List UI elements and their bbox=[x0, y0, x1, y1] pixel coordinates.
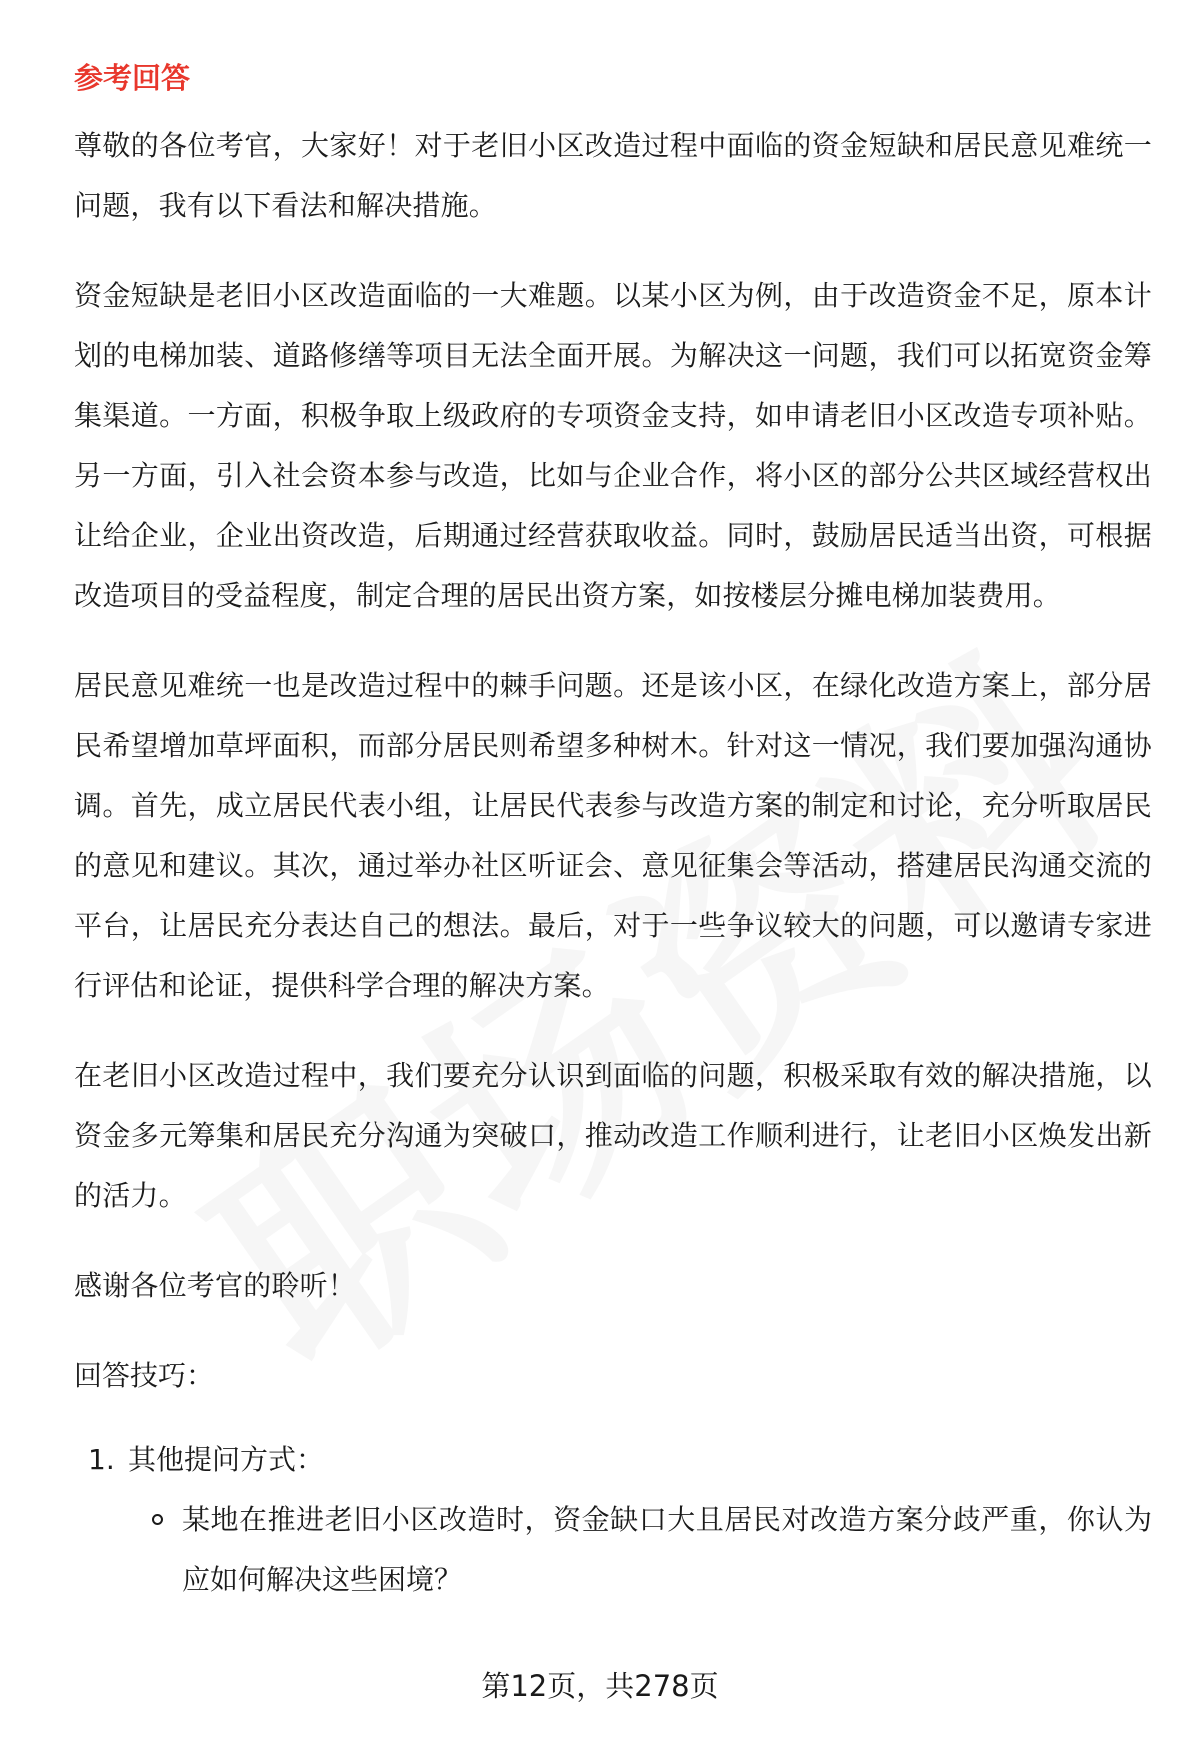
paragraph-funding: 资金短缺是老旧小区改造面临的一大难题。以某小区为例，由于改造资金不足，原本计划的电梯加装、道路修缮等项目无法全面开展。为解决这一问题，我们可以拓宽资金筹集渠道。一方面，积极争取上级政府的专项资金支持，如申请老旧小区改造专项补贴。另一方面，引入社会资本参与改造，比如与企业合作，将小区的部分公共区域经营权出让给企业，企业出资改造，后期通过经营获取收益。同时，鼓励居民适当出资，可根据改造项目的受益程度，制定合理的居民出资方案，如按楼层分摊电梯加装费用。 bbox=[74, 279, 1152, 612]
tips-title: 回答技巧： bbox=[74, 1359, 215, 1392]
sub-list-item bbox=[74, 1490, 1152, 1610]
page-number: 第12页，共278页 bbox=[481, 1669, 719, 1703]
hollow-circle-bullet-icon bbox=[152, 1514, 163, 1525]
list-item-label: 其他提问方式： bbox=[128, 1443, 325, 1476]
document-body bbox=[74, 56, 1152, 1610]
paragraph-opinions: 居民意见难统一也是改造过程中的棘手问题。还是该小区，在绿化改造方案上，部分居民希望增加草坪面积，而部分居民则希望多种树木。针对这一情况，我们要加强沟通协调。首先，成立居民代表小组，让居民代表参与改造方案的制定和讨论，充分听取居民的意见和建议。其次，通过举办社区听证会、意见征集会等活动，搭建居民沟通交流的平台，让居民充分表达自己的想法。最后，对于一些争议较大的问题，可以邀请专家进行评估和论证，提供科学合理的解决方案。 bbox=[74, 669, 1152, 1002]
paragraph-conclusion: 在老旧小区改造过程中，我们要充分认识到面临的问题，积极采取有效的解决措施，以资金多元筹集和居民充分沟通为突破口，推动改造工作顺利进行，让老旧小区焕发出新的活力。 bbox=[74, 1059, 1152, 1212]
list-number: 1. bbox=[88, 1443, 115, 1476]
paragraph-thanks: 感谢各位考官的聆听！ bbox=[74, 1269, 357, 1302]
section-heading: 参考回答 bbox=[74, 61, 191, 95]
sub-list-item-text: 某地在推进老旧小区改造时，资金缺口大且居民对改造方案分歧严重，你认为应如何解决这些困境？ bbox=[182, 1503, 1152, 1596]
paragraph-greeting: 尊敬的各位考官，大家好！对于老旧小区改造过程中面临的资金短缺和居民意见难统一问题，我有以下看法和解决措施。 bbox=[74, 129, 1152, 222]
list-item bbox=[74, 1430, 1152, 1490]
